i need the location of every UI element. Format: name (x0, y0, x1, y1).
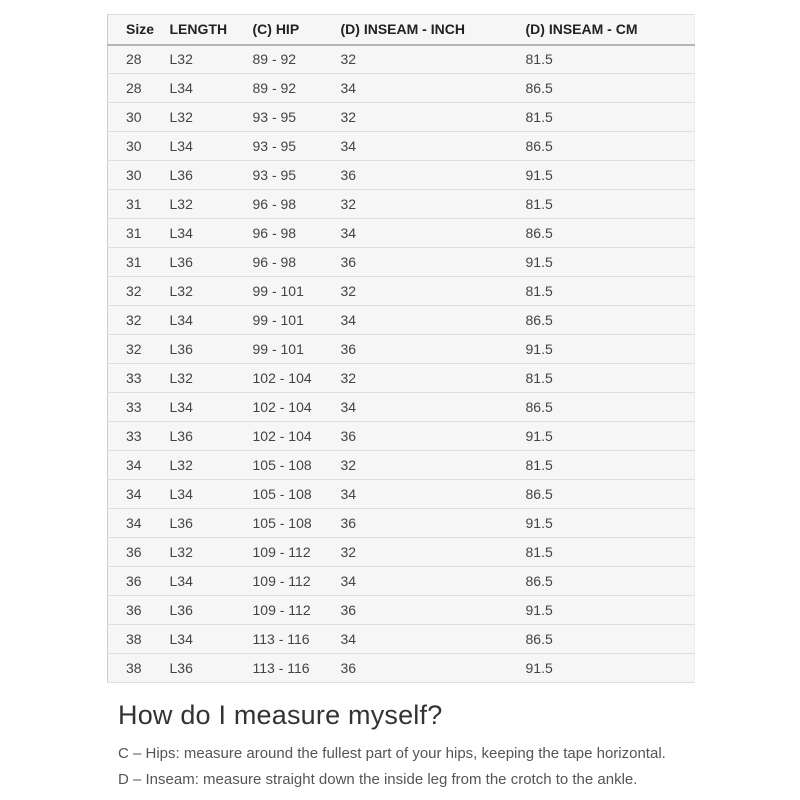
table-row (108, 538, 695, 567)
table-cell: 105 - 108 (253, 480, 341, 509)
table-cell: 109 - 112 (253, 567, 341, 596)
table-cell: 32 (341, 190, 526, 219)
measure-note-inseam: D – Inseam: measure straight down the inside leg from the crotch to the ankle. (118, 771, 638, 788)
table-cell: L32 (170, 451, 253, 480)
table-cell: L34 (170, 219, 253, 248)
table-cell: 91.5 (526, 596, 695, 625)
table-row (108, 364, 695, 393)
table-cell: L34 (170, 625, 253, 654)
table-cell: 99 - 101 (253, 277, 341, 306)
table-cell: 86.5 (526, 306, 695, 335)
table-header (108, 15, 695, 45)
table-cell: 36 (341, 161, 526, 190)
table-cell: 34 (341, 132, 526, 161)
table-cell: 113 - 116 (253, 625, 341, 654)
table-cell: L34 (170, 132, 253, 161)
table-cell: 99 - 101 (253, 306, 341, 335)
table-cell: 36 (341, 422, 526, 451)
table-cell: 96 - 98 (253, 219, 341, 248)
table-cell: 93 - 95 (253, 161, 341, 190)
table-cell: 36 (341, 654, 526, 683)
table-cell: 36 (341, 248, 526, 277)
table-cell: 109 - 112 (253, 596, 341, 625)
column-header: (D) INSEAM - CM (526, 15, 695, 45)
table-row (108, 219, 695, 248)
table-cell: L32 (170, 364, 253, 393)
table-cell: L32 (170, 45, 253, 74)
table-cell: L34 (170, 306, 253, 335)
table-cell: 89 - 92 (253, 74, 341, 103)
column-header: Size (108, 15, 170, 45)
table-cell: 30 (108, 161, 170, 190)
table-cell: 34 (341, 567, 526, 596)
table-cell: 28 (108, 74, 170, 103)
table-cell: 86.5 (526, 480, 695, 509)
table-cell: 86.5 (526, 393, 695, 422)
table-cell: L32 (170, 190, 253, 219)
table-header-row (108, 15, 695, 45)
size-chart-section (107, 14, 694, 793)
table-row (108, 393, 695, 422)
table-cell: 34 (341, 480, 526, 509)
table-row (108, 422, 695, 451)
table-cell: 36 (341, 596, 526, 625)
table-cell: 33 (108, 393, 170, 422)
table-cell: 89 - 92 (253, 45, 341, 74)
measure-heading: How do I measure myself? (118, 700, 443, 730)
table-cell: L32 (170, 103, 253, 132)
table-cell: 81.5 (526, 103, 695, 132)
table-body (108, 45, 695, 683)
measure-note-hips: C – Hips: measure around the fullest part of your hips, keeping the tape horizontal. (118, 745, 666, 762)
table-cell: 34 (108, 451, 170, 480)
table-cell: 102 - 104 (253, 393, 341, 422)
table-cell: 32 (341, 538, 526, 567)
table-cell: 91.5 (526, 161, 695, 190)
table-row (108, 74, 695, 103)
table-row (108, 451, 695, 480)
table-cell: 81.5 (526, 451, 695, 480)
table-cell: 32 (108, 277, 170, 306)
table-cell: 36 (108, 538, 170, 567)
table-cell: 96 - 98 (253, 190, 341, 219)
table-cell: 109 - 112 (253, 538, 341, 567)
column-header: (C) HIP (253, 15, 341, 45)
table-cell: 38 (108, 654, 170, 683)
table-row (108, 161, 695, 190)
table-cell: L36 (170, 422, 253, 451)
table-cell: 31 (108, 190, 170, 219)
table-cell: 81.5 (526, 364, 695, 393)
table-cell: 81.5 (526, 45, 695, 74)
table-cell: 34 (341, 625, 526, 654)
table-cell: 36 (108, 567, 170, 596)
table-cell: 33 (108, 364, 170, 393)
table-row (108, 45, 695, 74)
table-row (108, 625, 695, 654)
table-cell: 34 (108, 509, 170, 538)
table-cell: L32 (170, 538, 253, 567)
table-cell: 32 (341, 277, 526, 306)
table-cell: 30 (108, 103, 170, 132)
table-cell: 32 (341, 45, 526, 74)
table-cell: 102 - 104 (253, 422, 341, 451)
column-header: (D) INSEAM - INCH (341, 15, 526, 45)
table-cell: 36 (341, 335, 526, 364)
table-cell: 33 (108, 422, 170, 451)
table-row (108, 103, 695, 132)
table-cell: L36 (170, 335, 253, 364)
table-cell: L34 (170, 480, 253, 509)
table-row (108, 248, 695, 277)
table-cell: 38 (108, 625, 170, 654)
table-cell: 86.5 (526, 625, 695, 654)
table-cell: L34 (170, 393, 253, 422)
table-cell: 91.5 (526, 335, 695, 364)
table-cell: 28 (108, 45, 170, 74)
table-cell: 34 (341, 306, 526, 335)
table-cell: L34 (170, 567, 253, 596)
table-cell: 91.5 (526, 509, 695, 538)
table-cell: 31 (108, 219, 170, 248)
table-row (108, 306, 695, 335)
table-row (108, 509, 695, 538)
table-cell: 34 (108, 480, 170, 509)
table-cell: L32 (170, 277, 253, 306)
table-cell: L36 (170, 161, 253, 190)
table-row (108, 190, 695, 219)
table-cell: 81.5 (526, 190, 695, 219)
table-row (108, 132, 695, 161)
table-cell: 93 - 95 (253, 132, 341, 161)
table-row (108, 567, 695, 596)
table-cell: 86.5 (526, 567, 695, 596)
table-cell: 36 (108, 596, 170, 625)
table-row (108, 480, 695, 509)
table-cell: L36 (170, 654, 253, 683)
table-cell: 102 - 104 (253, 364, 341, 393)
table-cell: 32 (108, 335, 170, 364)
table-cell: 32 (341, 364, 526, 393)
table-cell: 32 (341, 451, 526, 480)
table-cell: L36 (170, 596, 253, 625)
table-cell: 96 - 98 (253, 248, 341, 277)
table-cell: 86.5 (526, 74, 695, 103)
table-cell: 31 (108, 248, 170, 277)
table-cell: 32 (341, 103, 526, 132)
table-cell: 99 - 101 (253, 335, 341, 364)
table-cell: L36 (170, 509, 253, 538)
table-row (108, 654, 695, 683)
table-cell: L34 (170, 74, 253, 103)
table-row (108, 596, 695, 625)
table-cell: 105 - 108 (253, 509, 341, 538)
table-cell: 32 (108, 306, 170, 335)
table-cell: 36 (341, 509, 526, 538)
table-cell: 113 - 116 (253, 654, 341, 683)
table-row (108, 277, 695, 306)
table-cell: 81.5 (526, 538, 695, 567)
table-cell: 34 (341, 74, 526, 103)
table-cell: 91.5 (526, 422, 695, 451)
table-cell: 81.5 (526, 277, 695, 306)
table-cell: 93 - 95 (253, 103, 341, 132)
table-cell: 30 (108, 132, 170, 161)
table-cell: 86.5 (526, 219, 695, 248)
table-row (108, 335, 695, 364)
table-cell: 91.5 (526, 248, 695, 277)
table-cell: 105 - 108 (253, 451, 341, 480)
size-chart-table (107, 14, 695, 683)
column-header: LENGTH (170, 15, 253, 45)
table-cell: 86.5 (526, 132, 695, 161)
table-cell: L36 (170, 248, 253, 277)
table-cell: 91.5 (526, 654, 695, 683)
table-cell: 34 (341, 219, 526, 248)
table-cell: 34 (341, 393, 526, 422)
